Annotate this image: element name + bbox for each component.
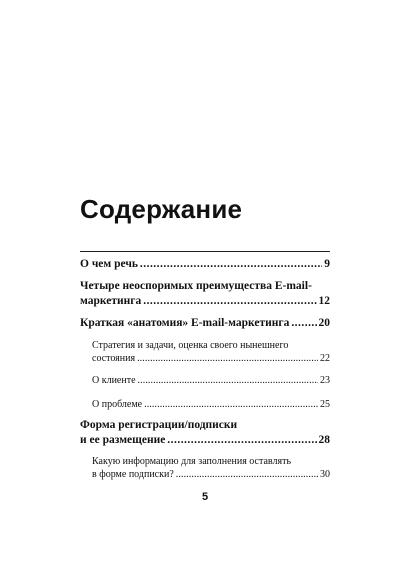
dot-leader — [137, 352, 318, 365]
toc-entry-page: 9 — [324, 258, 330, 270]
toc-entry-line — [92, 339, 330, 352]
toc-entry-line — [92, 352, 330, 365]
toc-entry-line — [92, 374, 330, 387]
toc-entry-title: О чем речь — [80, 258, 138, 270]
toc-entry — [80, 257, 330, 272]
toc-entry-title: О проблеме — [92, 399, 143, 410]
toc-entry-title: Какую информацию для заполнения оставлять — [92, 456, 292, 467]
toc-entry-page: 25 — [320, 399, 330, 410]
toc-entry-title-cont: и ее размещение — [80, 434, 166, 446]
dot-leader — [143, 294, 316, 309]
toc-entry-page: 30 — [320, 469, 330, 480]
toc-entry-line — [80, 316, 330, 331]
toc-entry-title: Стратегия и задачи, оценка своего нынешнего — [92, 340, 289, 351]
dot-leader — [138, 374, 318, 387]
toc-entry-line — [80, 418, 330, 433]
toc-entry-line — [92, 455, 330, 468]
toc-subentry — [92, 398, 330, 411]
toc-entry-line — [80, 433, 330, 448]
toc-entry-title: Форма регистрации/подписки — [80, 419, 238, 431]
heading-rule — [80, 251, 330, 252]
toc-entry-title: О клиенте — [92, 375, 136, 386]
dot-leader — [144, 398, 318, 411]
page-number: 5 — [201, 491, 209, 503]
toc-entry-title-cont: состояния — [92, 353, 136, 364]
toc-subentry — [92, 374, 330, 387]
toc-entry-line — [92, 398, 330, 411]
toc-entry-title: Четыре неоспоримых преимущества E-mail- — [80, 280, 312, 292]
dot-leader — [176, 468, 318, 481]
toc-entry-line — [92, 468, 330, 481]
toc-heading: Содержание — [80, 194, 243, 224]
toc-subentry — [92, 455, 330, 481]
toc-entry — [80, 279, 330, 309]
toc-entry-page: 23 — [320, 375, 330, 386]
toc-entry-page: 28 — [318, 434, 330, 446]
toc-entry-title-cont: в форме подписки? — [92, 469, 174, 480]
toc-entry-title-cont: маркетинга — [80, 295, 142, 307]
toc-entry — [80, 418, 330, 448]
toc-entry-page: 22 — [320, 353, 330, 364]
toc-entry-page: 20 — [318, 317, 330, 329]
dot-leader — [291, 316, 316, 331]
toc-entry-line — [80, 279, 330, 294]
toc-entry-line — [80, 294, 330, 309]
toc-entry — [80, 316, 330, 331]
toc-subentry — [92, 339, 330, 365]
dot-leader — [140, 257, 322, 272]
toc-entry-title: Краткая «анатомия» E-mail-маркетинга — [80, 317, 290, 329]
dot-leader — [167, 433, 316, 448]
toc-entry-page: 12 — [318, 295, 330, 307]
toc-entry-line — [80, 257, 330, 272]
